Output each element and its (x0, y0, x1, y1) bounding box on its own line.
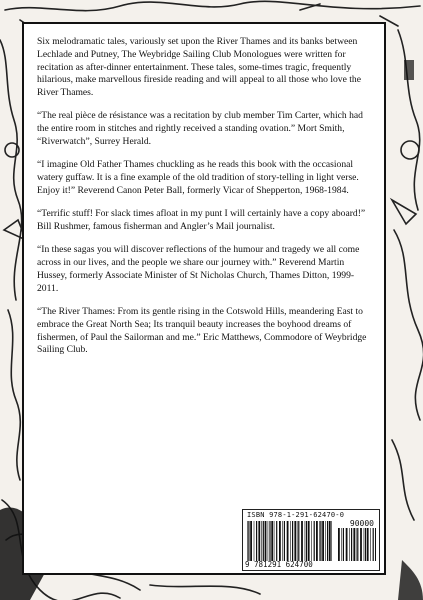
barcode-digits: 9 781291 624700 (245, 560, 313, 569)
review-quote-paragraph: “I imagine Old Father Thames chuckling as he reads this book with the occasional watery guffaw. It is a fine example of the old tradition of story-telling in light verse. Enjoy it!” Reverend Canon Peter Ball, formerly Vicar of Shepperton, 1968-1984. (37, 159, 359, 196)
isbn-label: ISBN 978-1-291-62470-0 (247, 511, 345, 519)
price-code: 90000 (349, 519, 374, 528)
review-quote-paragraph: “Terrific stuff! For slack times afloat in my punt I will certainly have a copy aboard!” Bill Rushmer, famous fisherman and Angler’s Mail journalist. (37, 208, 366, 233)
review-quote-paragraph: “In these sagas you will discover reflections of the humour and tragedy we all come across in our lives, and the people we share our journey with.” Reverend Martin Hussey, formerly Associate Minister of St Nicholas Church, Thames Ditton, 1999-2011. (37, 244, 360, 294)
blurb-panel (22, 22, 386, 575)
blurb-paragraph: Six melodramatic tales, variously set upon the River Thames and its banks between Lechlade and Putney, The Weybridge Sailing Club Monologues were written for recitation as after-dinner entertainment. These tales, some-times tragic, frequently hilarious, make marvellous fireside reading and will appeal to all those who love the River Thames. (37, 36, 361, 99)
review-quote-paragraph: “The River Thames: From its gentle rising in the Cotswold Hills, meandering East to embrace the Great North Sea; Its tranquil beauty increases the boyhood dreams of fishermen, of Paul the Sailorman and me.” Eric Matthews, Commodore of Weybridge Sailing Club. (37, 306, 367, 356)
barcode-addon-bars (338, 528, 376, 561)
review-quote-paragraph: “The real pièce de résistance was a recitation by club member Tim Carter, which had the entire room in stitches and rightly received a standing ovation.” Mort Smith, “Riverwatch”, Surrey Herald. (37, 110, 363, 148)
barcode-bars (247, 521, 333, 561)
isbn-barcode (242, 509, 380, 571)
